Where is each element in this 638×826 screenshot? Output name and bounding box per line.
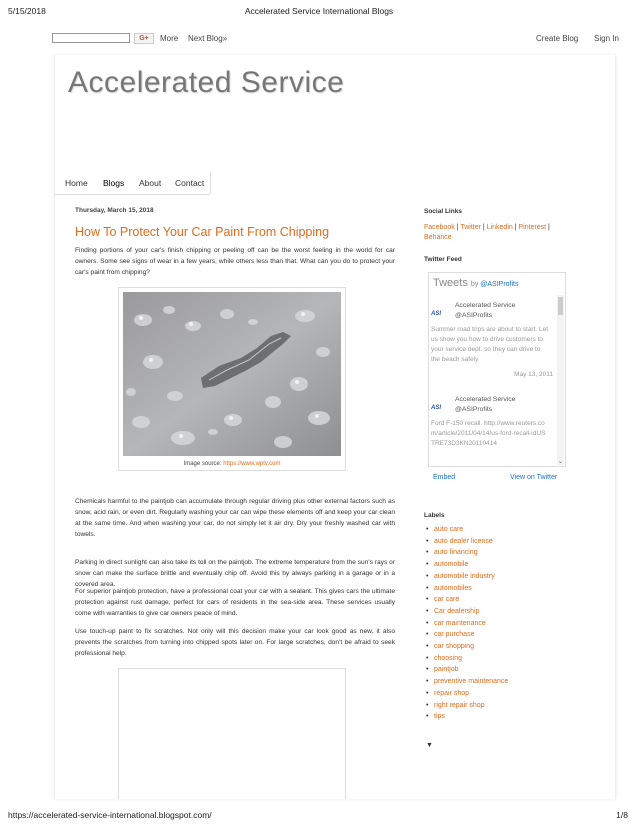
label-item[interactable]: • automobile industry bbox=[424, 571, 564, 583]
label-item[interactable]: • car purchase bbox=[424, 629, 564, 641]
label-item[interactable]: • preventive maintenance bbox=[424, 676, 564, 688]
blog-title[interactable]: Accelerated Service bbox=[68, 66, 345, 99]
blogger-navbar bbox=[50, 30, 630, 48]
tweets-title: Tweets bbox=[433, 277, 468, 289]
chipped-paint-photo[interactable] bbox=[123, 292, 341, 456]
embed-link[interactable]: Embed bbox=[433, 474, 456, 481]
label-item[interactable]: • Car dealership bbox=[424, 606, 564, 618]
twitter-feed-heading: Twitter Feed bbox=[424, 256, 462, 263]
avatar[interactable]: ASI bbox=[431, 311, 442, 317]
label-item[interactable]: • repair shop bbox=[424, 688, 564, 700]
tab-blogs[interactable]: Blogs bbox=[103, 178, 125, 188]
twitter-timeline[interactable] bbox=[428, 272, 566, 467]
sign-in-link[interactable]: Sign In bbox=[594, 34, 619, 43]
social-links bbox=[424, 223, 572, 243]
print-page-number: 1/8 bbox=[616, 810, 628, 820]
label-item[interactable]: • car maintenance bbox=[424, 618, 564, 630]
labels-heading: Labels bbox=[424, 512, 445, 519]
social-link-linkedin[interactable]: Linkedin bbox=[486, 224, 513, 231]
label-item[interactable]: • automobile bbox=[424, 559, 564, 571]
post-paragraph-2: Parking in direct sunlight can also take its toll on the paintjob. The extreme temperature from the sun's rays or snow can make the surface brittle and eventually chip off. Avoid this by always parking in a garage or in a covered area. bbox=[75, 559, 395, 588]
print-footer bbox=[0, 806, 638, 826]
page-tabs bbox=[55, 172, 210, 195]
archive-toggle-icon[interactable]: ▼ bbox=[426, 742, 433, 749]
label-item[interactable]: • choosing bbox=[424, 653, 564, 665]
social-link-facebook[interactable]: Facebook bbox=[424, 224, 455, 231]
label-item[interactable]: • auto dealer license bbox=[424, 536, 564, 548]
tweet-author[interactable] bbox=[455, 395, 515, 415]
avatar[interactable]: ASI bbox=[431, 405, 442, 411]
scrollbar-thumb[interactable] bbox=[558, 297, 563, 315]
social-sep: | bbox=[546, 224, 550, 231]
post-paragraph-4: Use touch-up paint to fix scratches. Not only will this decision make your car look good as new, it also prevents the scratches from turning into chipped spots later on. For large scratches, don't be afraid to seek professional help. bbox=[75, 628, 395, 657]
print-header bbox=[0, 0, 638, 22]
post-title[interactable]: How To Protect Your Car Paint From Chipping bbox=[75, 225, 330, 239]
post-paragraph-3: For superior paintjob protection, have a professional coat your car with a sealant. This gives cars the ultimate protection against rust damage, perfect for cars of residents in the sea-side area. These services usually come with warranties to give car owners peace of mind. bbox=[75, 588, 395, 617]
social-sep: | bbox=[512, 224, 519, 231]
next-blog-link[interactable]: Next Blog» bbox=[188, 34, 228, 43]
tweet-author-handle: @ASIProfits bbox=[455, 406, 493, 413]
print-title: Accelerated Service International Blogs bbox=[244, 6, 394, 16]
label-item[interactable]: • auto care bbox=[424, 524, 564, 536]
post-date: Thursday, March 15, 2018 bbox=[75, 207, 154, 214]
tweets-by: by bbox=[470, 281, 481, 288]
tweet-author-name: Accelerated Service bbox=[455, 302, 516, 309]
tweet-date[interactable]: May 13, 2011 bbox=[514, 371, 553, 378]
post-image-frame-2 bbox=[118, 668, 346, 799]
social-sep: | bbox=[454, 224, 461, 231]
tab-divider bbox=[210, 172, 211, 194]
tweet-text: Summer road trips are about to start. Let us show you how to drive customers to your service dept. so they can drive to the beach safely bbox=[431, 326, 549, 363]
view-on-twitter-link[interactable]: View on Twitter bbox=[510, 474, 558, 481]
chevron-down-icon[interactable]: ⌄ bbox=[557, 459, 564, 465]
create-blog-link[interactable]: Create Blog bbox=[536, 34, 579, 43]
label-item[interactable]: • car shopping bbox=[424, 641, 564, 653]
gplus-button[interactable]: G+ bbox=[134, 33, 154, 44]
tweet-author-handle: @ASIProfits bbox=[455, 312, 493, 319]
tab-home[interactable]: Home bbox=[65, 178, 88, 188]
label-item[interactable]: • paintjob bbox=[424, 664, 564, 676]
labels-list bbox=[424, 524, 564, 723]
tab-contact[interactable]: Contact bbox=[175, 178, 205, 188]
social-sep: | bbox=[480, 224, 487, 231]
print-date: 5/15/2018 bbox=[8, 6, 46, 16]
more-link[interactable]: More bbox=[160, 34, 179, 43]
image-caption bbox=[119, 461, 345, 467]
social-links-heading: Social Links bbox=[424, 208, 462, 215]
post-paragraph-1: Chemicals harmful to the paintjob can accumulate through regular driving plus other external factors such as snow, acid rain, or even dirt. Regularly washing your car can wipe these elements off and keep your car clean at the same time. And when washing your car, do not simply let it air dry. Dry your freshly washed car with towels. bbox=[75, 498, 395, 538]
social-link-behance[interactable]: Behance bbox=[424, 234, 452, 241]
label-item[interactable]: • automobiles bbox=[424, 583, 564, 595]
caption-link[interactable]: https://www.wptv.com bbox=[223, 461, 281, 467]
label-item[interactable]: • right repair shop bbox=[424, 700, 564, 712]
timeline-scrollbar[interactable] bbox=[557, 295, 564, 465]
tweet-author[interactable] bbox=[455, 301, 515, 321]
tweets-header bbox=[433, 277, 519, 289]
tweet-text: Ford F-150 recall. http://www.reuters.com/article/2011/04/14/us-ford-recall-idUSTRE73D3KN20110414 bbox=[431, 420, 546, 447]
label-item[interactable]: • car care bbox=[424, 594, 564, 606]
social-link-pinterest[interactable]: Pinterest bbox=[518, 224, 547, 231]
search-input[interactable] bbox=[52, 33, 130, 43]
caption-prefix: Image source: bbox=[183, 461, 224, 467]
social-link-twitter[interactable]: Twitter bbox=[460, 224, 481, 231]
tab-about[interactable]: About bbox=[139, 178, 162, 188]
label-item[interactable]: • auto financing bbox=[424, 547, 564, 559]
print-url: https://accelerated-service-international.blogspot.com/ bbox=[8, 810, 212, 820]
tweets-handle-link[interactable]: @ASIProfits bbox=[480, 281, 519, 288]
tweet-author-name: Accelerated Service bbox=[455, 396, 516, 403]
label-item[interactable]: • tips bbox=[424, 711, 564, 723]
post-intro: Finding portions of your car's finish chipping or peeling off can be the worst feeling in the world for car owners. Some see signs of wear in a few years, while others less than that. What can you do to protect your car's paint from chipping? bbox=[75, 247, 395, 276]
post-image-frame bbox=[118, 287, 346, 471]
